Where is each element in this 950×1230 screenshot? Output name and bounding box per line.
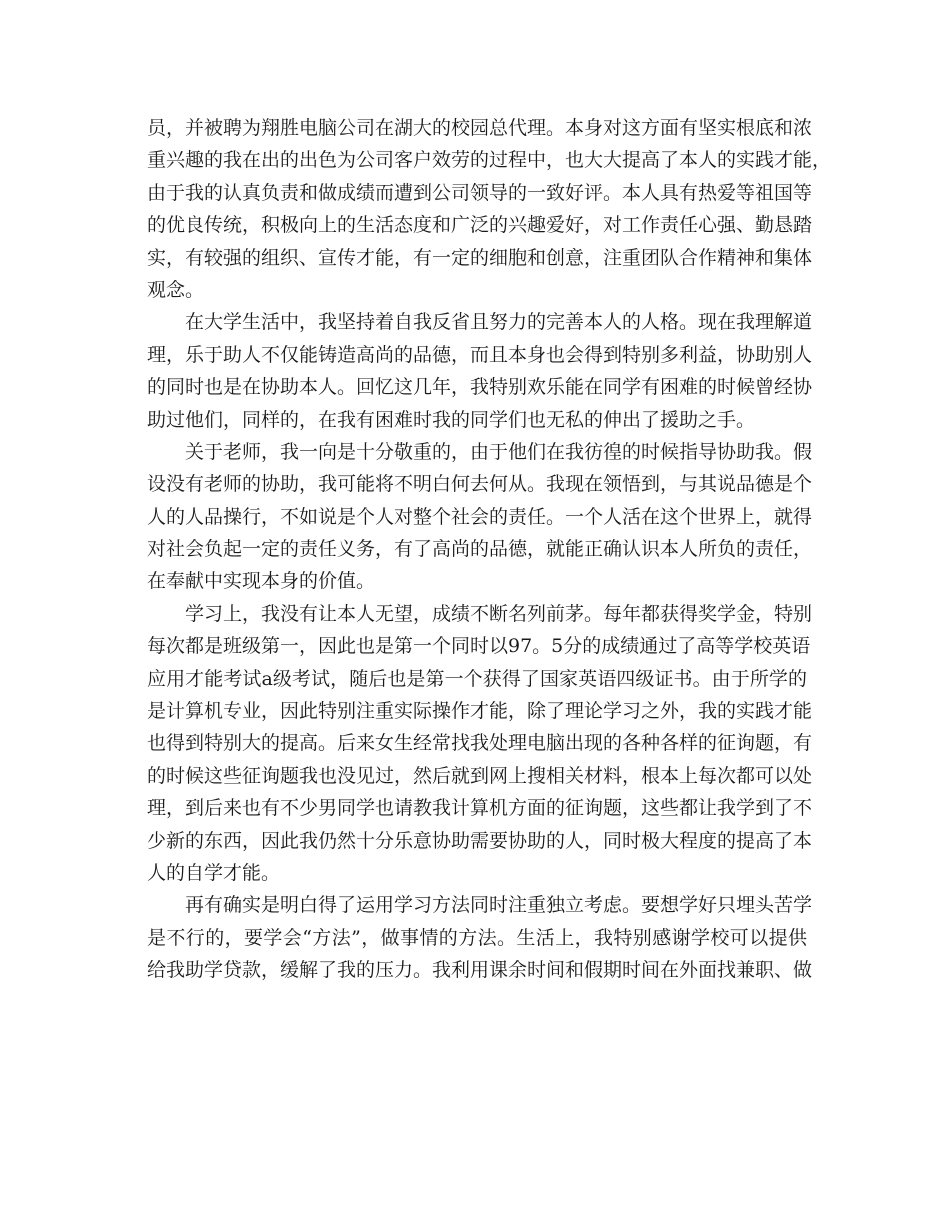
text-line: 人的人品操行，不如说是个人对整个社会的责任。一个人活在这个世界上，就得 bbox=[147, 505, 813, 528]
text-line: 的时候这些征询题我也没见过，然后就到网上搜相关材料，根本上每次都可以处 bbox=[147, 764, 813, 787]
text-line: 理，到后来也有不少男同学也请教我计算机方面的征询题，这些都让我学到了不 bbox=[147, 797, 813, 820]
text-line: 也得到特别大的提高。后来女生经常找我处理电脑出现的各种各样的征询题，有 bbox=[147, 732, 813, 755]
text-line: 由于我的认真负责和做成绩而遭到公司领导的一致好评。本人具有热爱等祖国等 bbox=[147, 181, 813, 204]
text-line: 是不行的，要学会“方法”，做事情的方法。生活上，我特别感谢学校可以提供 bbox=[147, 926, 807, 949]
paragraph-3 bbox=[147, 436, 813, 598]
text-line: 学习上，我没有让本人无望，成绩不断名列前茅。每年都获得奖学金，特别 bbox=[185, 602, 813, 625]
paragraph-5 bbox=[147, 889, 813, 986]
text-line: 再有确实是明白得了运用学习方法同时注重独立考虑。要想学好只埋头苦学 bbox=[185, 894, 813, 917]
paragraph-2 bbox=[147, 306, 813, 436]
text-line: 理，乐于助人不仅能铸造高尚的品德，而且本身也会得到特别多利益，协助别人 bbox=[147, 343, 813, 366]
text-line: 关于老师，我一向是十分敬重的，由于他们在我彷徨的时候指导协助我。假 bbox=[185, 440, 813, 463]
text-line: 人的自学才能。 bbox=[147, 861, 281, 884]
text-line: 观念。 bbox=[147, 278, 205, 301]
document-body bbox=[147, 112, 832, 987]
text-line: 应用才能考试a级考试，随后也是第一个获得了国家英语四级证书。由于所学的 bbox=[147, 667, 807, 690]
text-line: 助过他们，同样的，在我有困难时我的同学们也无私的伸出了援助之手。 bbox=[147, 408, 756, 431]
text-line: 设没有老师的协助，我可能将不明白何去何从。我现在领悟到，与其说品德是个 bbox=[147, 473, 813, 496]
text-line: 每次都是班级第一，因此也是第一个同时以97。5分的成绩通过了高等学校英语 bbox=[147, 635, 811, 658]
text-line: 员，并被聘为翔胜电脑公司在湖大的校园总代理。本身对这方面有坚实根底和浓 bbox=[147, 117, 813, 139]
text-line: 的同时也是在协助本人。回忆这几年，我特别欢乐能在同学有困难的时候曾经协 bbox=[147, 376, 813, 399]
text-line: 的优良传统，积极向上的生活态度和广泛的兴趣爱好，对工作责任心强、勤恳踏 bbox=[147, 214, 813, 237]
text-line: 少新的东西，因此我仍然十分乐意协助需要协助的人，同时极大程度的提高了本 bbox=[147, 829, 813, 852]
text-line: 是计算机专业，因此特别注重实际操作才能，除了理论学习之外，我的实践才能 bbox=[147, 700, 813, 723]
paragraph-4 bbox=[147, 598, 813, 890]
text-line: 重兴趣的我在出的出色为公司客户效劳的过程中，也大大提高了本人的实践才能， bbox=[147, 149, 832, 172]
text-line: 给我助学贷款，缓解了我的压力。我利用课余时间和假期时间在外面找兼职、做 bbox=[147, 959, 813, 982]
text-line: 实，有较强的组织、宣传才能，有一定的细胞和创意，注重团队合作精神和集体 bbox=[147, 246, 813, 269]
text-line: 对社会负起一定的责任义务，有了高尚的品德，就能正确认识本人所负的责任， bbox=[147, 538, 813, 561]
text-line: 在大学生活中，我坚持着自我反省且努力的完善本人的人格。现在我理解道 bbox=[185, 311, 813, 334]
paragraph-1 bbox=[147, 112, 832, 306]
text-line: 在奉献中实现本身的价值。 bbox=[147, 570, 376, 593]
